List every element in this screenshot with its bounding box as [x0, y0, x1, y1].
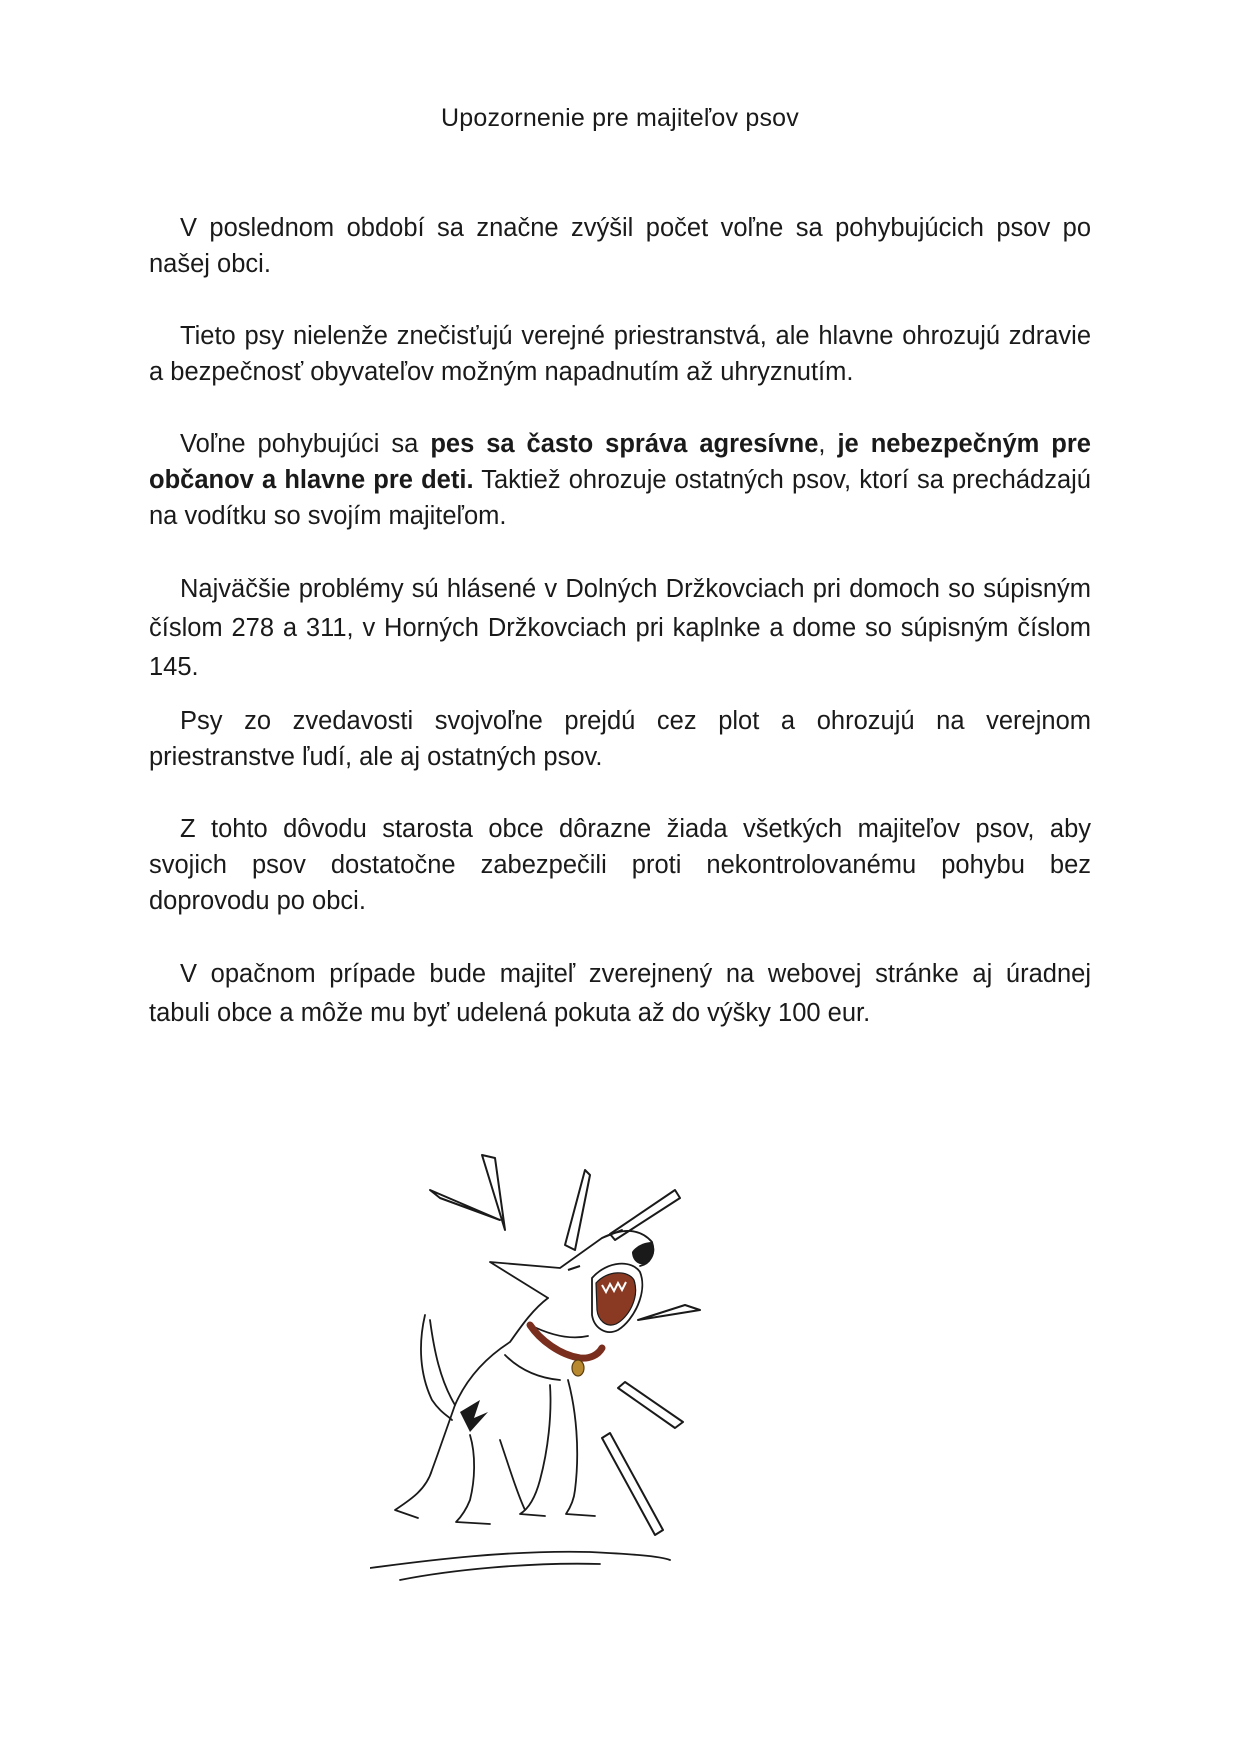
dog-eye	[568, 1266, 580, 1270]
bark-line-5	[638, 1305, 700, 1320]
paragraph-3-bold-a: pes sa často správa agresívne	[430, 430, 819, 458]
dog-nose	[632, 1242, 654, 1264]
paragraph-7: V opačnom prípade bude majiteľ zverejnený na webovej stránke aj úradnej tabuli obce a môže mu byť udelená pokuta až do výšky 100 eur.	[149, 960, 1091, 1027]
bark-line-7	[602, 1433, 663, 1535]
paragraph-3	[149, 426, 1091, 534]
bark-line-4	[610, 1190, 680, 1240]
paragraph-3-text-a: Voľne pohybujúci sa	[180, 430, 431, 458]
barking-dog-icon	[370, 1150, 830, 1610]
dog-tail	[421, 1315, 452, 1420]
paragraph-2: Tieto psy nielenže znečisťujú verejné priestranstvá, ale hlavne ohrozujú zdravie a bezpečnosť obyvateľov možným napadnutím až uhryznutím.	[149, 322, 1091, 386]
bark-line-6	[618, 1382, 683, 1428]
paragraph-1: V poslednom období sa značne zvýšil počet voľne sa pohybujúcich psov po našej obci.	[149, 214, 1091, 278]
page-title: Upozornenie pre majiteľov psov	[441, 104, 799, 132]
dog-open-mouth	[596, 1273, 636, 1325]
paragraph-3-text-c: ,	[818, 430, 838, 458]
paragraph-6: Z tohto dôvodu starosta obce dôrazne žiada všetkých majiteľov psov, aby svojich psov dostatočne zabezpečili proti nekontrolovanému pohybu bez doprovodu po obci.	[149, 815, 1091, 915]
paragraph-5: Psy zo zvedavosti svojvoľne prejdú cez plot a ohrozujú na verejnom priestranstve ľudí, ale aj ostatných psov.	[149, 707, 1091, 771]
bark-line-3	[565, 1170, 590, 1250]
bark-line-1	[482, 1155, 505, 1230]
notice-body	[149, 210, 1091, 1033]
dog-tag	[572, 1360, 584, 1376]
paragraph-3-bold-b: je nebezpečným pre občanov a hlavne pre deti.	[149, 430, 1091, 494]
dog-details	[460, 1242, 654, 1432]
paragraph-4: Najväčšie problémy sú hlásené v Dolných Držkovciach pri domoch so súpisným číslom 278 a 311, v Horných Držkovciach pri kaplnke a dome so súpisným číslom 145.	[149, 575, 1091, 681]
bark-lines	[430, 1155, 700, 1535]
bark-line-2	[430, 1190, 500, 1220]
paragraph-3-text-e: Taktiež ohrozuje ostatných psov, ktorí sa prechádzajú na vodítku so svojím majiteľom.	[149, 466, 1091, 530]
dog-fur-patch	[460, 1400, 488, 1432]
